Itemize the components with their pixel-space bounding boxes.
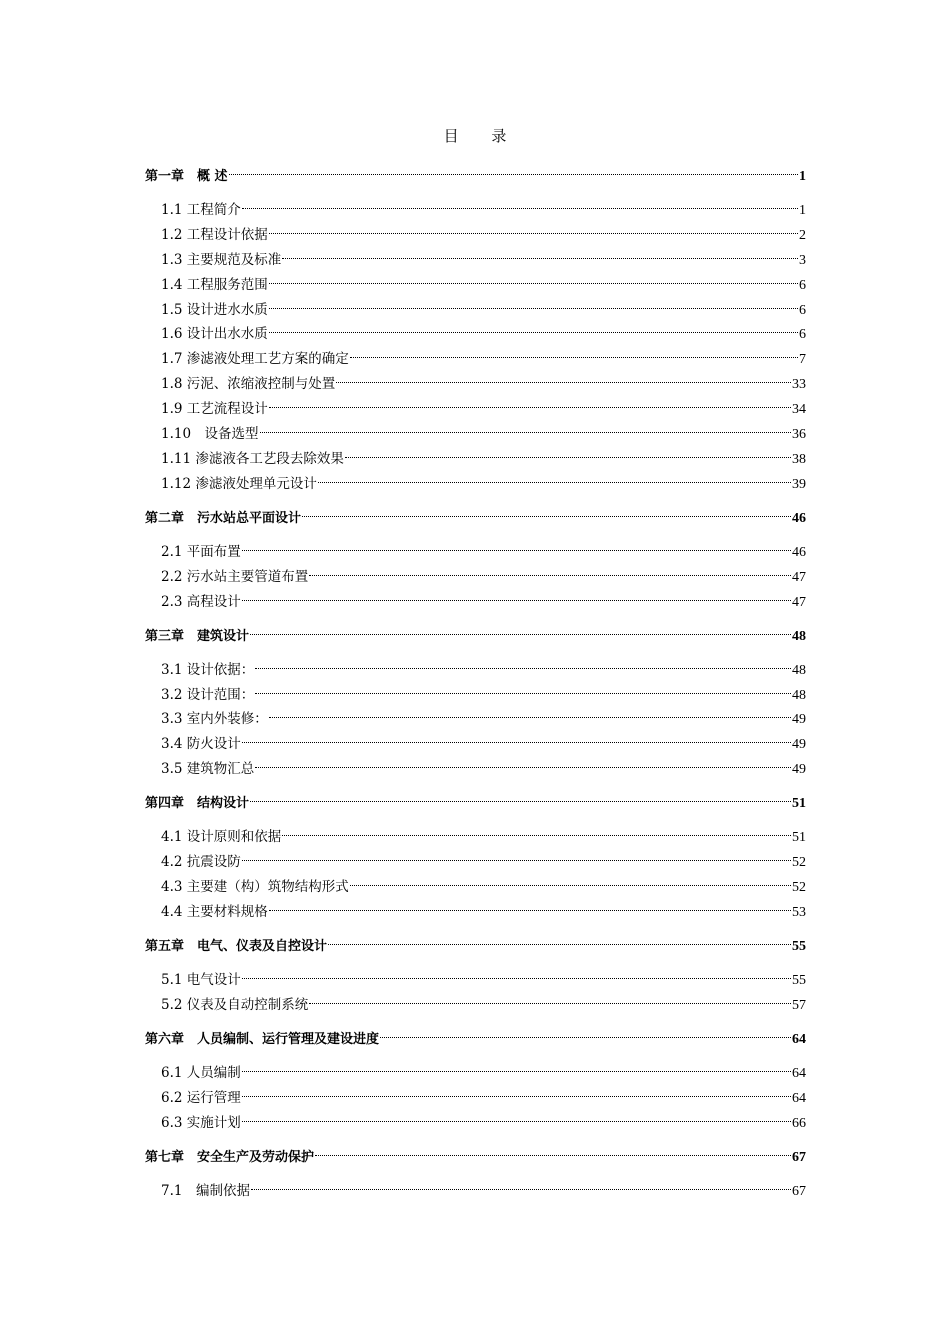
toc-section-entry[interactable] [161,1107,806,1131]
toc-section-entry[interactable] [161,1082,806,1106]
toc-leader-dots [345,443,791,463]
toc-page-number: 46 [792,511,806,526]
toc-leader-dots [269,318,798,338]
toc-entry-label: 4.2 抗震设防 [161,854,241,870]
toc-entry-label: 第一章 概 述 [145,169,228,184]
toc-entry-label: 5.1 电气设计 [161,972,241,988]
toc-leader-dots [242,846,791,866]
toc-leader-dots [242,586,791,606]
toc-section-entry[interactable] [161,269,806,293]
toc-section-entry[interactable] [161,586,806,610]
toc-section-entry[interactable] [161,846,806,870]
toc-section-entry[interactable] [161,964,806,988]
toc-chapter-entry[interactable] [145,502,806,526]
toc-leader-dots [251,1175,791,1195]
toc-page-number: 48 [792,663,806,678]
toc-entry-label: 7.1 编制依据 [161,1183,250,1199]
toc-entry-label: 2.2 污水站主要管道布置 [161,569,309,585]
toc-page-number: 67 [792,1150,806,1165]
toc-section-entry[interactable] [161,654,806,678]
toc-page-number: 49 [792,737,806,752]
toc-page-number: 34 [792,402,806,417]
toc-leader-dots [269,703,791,723]
toc-page-number: 49 [792,762,806,777]
toc-page-number: 52 [792,855,806,870]
toc-section-entry[interactable] [161,318,806,342]
toc-section-entry[interactable] [161,1057,806,1081]
toc-section-entry[interactable] [161,871,806,895]
toc-entry-label: 3.5 建筑物汇总 [161,761,255,777]
toc-entry-label: 5.2 仪表及自动控制系统 [161,997,309,1013]
toc-leader-dots [250,620,791,640]
toc-leader-dots [229,160,798,180]
toc-leader-dots [302,502,791,522]
toc-entry-label: 6.2 运行管理 [161,1090,241,1106]
toc-section-entry[interactable] [161,418,806,442]
toc-page-number: 1 [799,203,806,218]
toc-entry-label: 1.11 渗滤液各工艺段去除效果 [161,451,344,467]
toc-leader-dots [242,194,798,214]
toc-page-number: 52 [792,880,806,895]
toc-leader-dots [269,896,791,916]
toc-leader-dots [328,930,791,950]
toc-section-entry[interactable] [161,393,806,417]
toc-section-entry[interactable] [161,989,806,1013]
toc-leader-dots [309,561,791,581]
toc-entry-label: 第五章 电气、仪表及自控设计 [145,939,328,954]
toc-page-number: 6 [799,327,806,342]
toc-section-entry[interactable] [161,294,806,318]
toc-section-entry[interactable] [161,753,806,777]
toc-entry-label: 6.1 人员编制 [161,1065,241,1081]
toc-page-number: 55 [792,973,806,988]
toc-entry-label: 3.4 防火设计 [161,736,241,752]
toc-entry-label: 1.5 设计进水水质 [161,302,268,318]
toc-title-text: 目 录 [443,127,521,145]
toc-entry-label: 6.3 实施计划 [161,1115,241,1131]
toc-leader-dots [350,871,791,891]
toc-section-entry[interactable] [161,468,806,492]
toc-entry-label: 4.3 主要建（构）筑物结构形式 [161,879,349,895]
toc-entry-label: 2.3 高程设计 [161,594,241,610]
toc-leader-dots [250,787,791,807]
toc-chapter-entry[interactable] [145,787,806,811]
toc-entry-label: 1.12 渗滤液处理单元设计 [161,476,317,492]
toc-section-entry[interactable] [161,728,806,752]
toc-page-number: 53 [792,905,806,920]
toc-title [0,126,950,146]
toc-entry-label: 第六章 人员编制、运行管理及建设进度 [145,1032,380,1047]
toc-section-entry[interactable] [161,561,806,585]
toc-section-entry[interactable] [161,536,806,560]
toc-page-number: 55 [792,939,806,954]
toc-page-number: 48 [792,688,806,703]
toc-page-number: 51 [792,830,806,845]
toc-leader-dots [269,219,798,239]
toc-entry-label: 4.4 主要材料规格 [161,904,268,920]
toc-entry-label: 3.3 室内外装修： [161,711,268,727]
toc-entry-label: 1.4 工程服务范围 [161,277,268,293]
toc-page-number: 47 [792,570,806,585]
toc-page-number: 36 [792,427,806,442]
toc-page-number: 46 [792,545,806,560]
toc-page-number: 2 [799,228,806,243]
toc-section-entry[interactable] [161,219,806,243]
toc-entry-label: 1.10 设备选型 [161,426,259,442]
toc-page-number: 64 [792,1066,806,1081]
toc-page-number: 7 [799,352,806,367]
toc-page-number: 6 [799,303,806,318]
toc-entry-label: 4.1 设计原则和依据 [161,829,282,845]
toc-section-entry[interactable] [161,368,806,392]
toc-leader-dots [255,753,791,773]
toc-page-number: 38 [792,452,806,467]
toc-leader-dots [242,728,791,748]
toc-entry-label: 第三章 建筑设计 [145,629,250,644]
toc-chapter-entry[interactable] [145,620,806,644]
toc-page-number: 48 [792,629,806,644]
toc-leader-dots [336,368,791,388]
toc-chapter-entry[interactable] [145,160,806,184]
toc-page-number: 64 [792,1032,806,1047]
toc-leader-dots [269,294,798,314]
toc-section-entry[interactable] [161,244,806,268]
toc-entry-label: 2.1 平面布置 [161,544,241,560]
toc-leader-dots [242,1082,791,1102]
toc-entry-label: 1.6 设计出水水质 [161,326,268,342]
toc-page-number: 57 [792,998,806,1013]
toc-leader-dots [282,821,791,841]
toc-leader-dots [260,418,791,438]
toc-entry-label: 第四章 结构设计 [145,796,250,811]
toc-entry-label: 3.1 设计依据： [161,662,255,678]
toc-leader-dots [350,343,798,363]
toc-section-entry[interactable] [161,821,806,845]
toc-page-number: 33 [792,377,806,392]
toc-leader-dots [309,989,791,1009]
toc-entry-label: 1.1 工程简介 [161,202,241,218]
toc-leader-dots [255,654,791,674]
toc-entry-label: 1.8 污泥、浓缩液控制与处置 [161,376,336,392]
toc-leader-dots [318,468,791,488]
toc-leader-dots [315,1141,791,1161]
toc-section-entry[interactable] [161,343,806,367]
toc-page-number: 6 [799,278,806,293]
toc-leader-dots [242,964,791,984]
toc-section-entry[interactable] [161,703,806,727]
toc-page-number: 67 [792,1184,806,1199]
toc-page-number: 3 [799,253,806,268]
toc-page-number: 51 [792,796,806,811]
toc-leader-dots [242,1107,791,1127]
toc-chapter-entry[interactable] [145,1023,806,1047]
toc-chapter-entry[interactable] [145,1141,806,1165]
toc-leader-dots [269,393,791,413]
toc-leader-dots [255,679,791,699]
toc-leader-dots [380,1023,791,1043]
toc-entry-label: 第二章 污水站总平面设计 [145,511,302,526]
toc-page-number: 47 [792,595,806,610]
toc-entry-label: 1.2 工程设计依据 [161,227,268,243]
toc-leader-dots [242,536,791,556]
toc-section-entry[interactable] [161,679,806,703]
toc-page-number: 66 [792,1116,806,1131]
toc-entry-label: 1.9 工艺流程设计 [161,401,268,417]
toc-leader-dots [269,269,798,289]
toc-leader-dots [282,244,798,264]
toc-leader-dots [242,1057,791,1077]
toc-section-entry[interactable] [161,1175,806,1199]
toc-entry-label: 1.3 主要规范及标准 [161,252,282,268]
toc-page-number: 1 [799,169,806,184]
toc-section-entry[interactable] [161,194,806,218]
toc-section-entry[interactable] [161,896,806,920]
toc-page-number: 49 [792,712,806,727]
toc-entry-label: 1.7 渗滤液处理工艺方案的确定 [161,351,349,367]
toc-page-number: 39 [792,477,806,492]
toc-page-number: 64 [792,1091,806,1106]
toc-entry-label: 第七章 安全生产及劳动保护 [145,1150,315,1165]
toc-chapter-entry[interactable] [145,930,806,954]
toc-entry-label: 3.2 设计范围： [161,687,255,703]
toc-section-entry[interactable] [161,443,806,467]
